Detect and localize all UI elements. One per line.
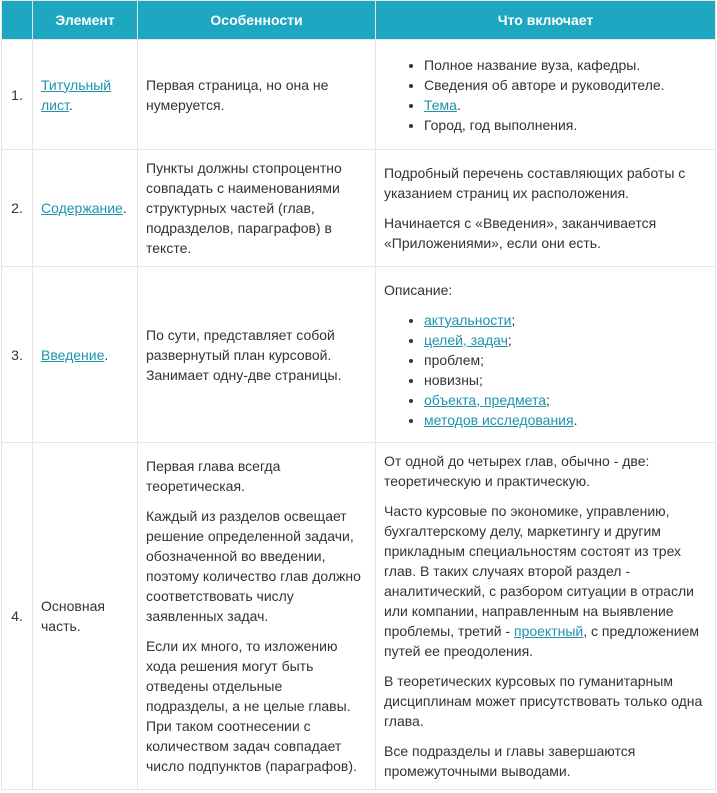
includes-list xyxy=(384,55,707,135)
link-suffix: ; xyxy=(507,331,512,348)
list-item xyxy=(424,310,707,330)
list-item: • новизны; xyxy=(424,370,707,390)
features-text: Первая страница, но она не нумеруется. xyxy=(146,76,329,113)
element-suffix: . xyxy=(68,96,73,113)
header-features: Особенности xyxy=(138,1,376,40)
list-item: • Полное название вуза, кафедры. xyxy=(424,55,707,75)
title-page-link[interactable]: Титульный лист xyxy=(41,76,112,113)
features-cell xyxy=(138,40,376,150)
features-text: Первая глава всегда теоретическая. xyxy=(146,458,281,494)
research-methods-link[interactable]: методов исследования xyxy=(424,411,574,428)
object-subject-link[interactable]: объекта, предмета xyxy=(424,391,546,408)
element-text: Основная часть. xyxy=(41,598,105,634)
includes-text-part: , с предложением путей ее преодоления. xyxy=(384,623,699,659)
header-includes: Что включает xyxy=(376,1,716,40)
features-text: Если их много, то изложению хода решения могут быть отведены отдельные подразделы, а не целые главы. При таком соотнесении с количеством задач совпадает число подпунктов (параграфов). xyxy=(146,638,357,774)
row-number: 4. xyxy=(2,443,33,790)
includes-list xyxy=(384,310,707,430)
header-number xyxy=(2,1,33,40)
list-item: • Город, год выполнения. xyxy=(424,115,707,135)
features-cell xyxy=(138,267,376,443)
introduction-link[interactable]: Введение xyxy=(41,346,105,363)
link-suffix: ; xyxy=(511,311,516,328)
features-text: Пункты должны стопроцентно совпадать с наименованиями структурных частей (глав, подразделов, параграфов) в тексте. xyxy=(146,160,342,256)
features-text: Каждый из разделов освещает решение определенной задачи, обозначенной во введении, поэтому количество глав должно соответствовать числу заявленных задач. xyxy=(146,508,361,624)
table-row xyxy=(2,443,716,790)
link-suffix: . xyxy=(456,96,461,113)
includes-text: От одной до четырех глав, обычно - две: теоретическую и практическую. xyxy=(384,453,650,489)
row-number: 1. xyxy=(2,40,33,150)
features-cell xyxy=(138,150,376,267)
element-cell xyxy=(33,40,138,150)
includes-text-part: Часто курсовые по экономике, управлению, бухгалтерскому делу, маркетингу и другим прикладным специальностям состоят из трех глав. В таких случаях второй раздел - аналитический, с разбором ситуации в отрасли или компании, направленным на выявление проблемы, третий - xyxy=(384,503,694,639)
list-item xyxy=(424,330,707,350)
list-item: • проблем; xyxy=(424,350,707,370)
table-row xyxy=(2,40,716,150)
includes-cell xyxy=(376,267,716,443)
topic-link[interactable]: Тема xyxy=(424,96,457,113)
element-cell xyxy=(33,150,138,267)
list-item xyxy=(424,410,707,430)
includes-text: Начинается с «Введения», заканчивается «Приложениями», если они есть. xyxy=(384,215,657,251)
includes-text: Все подразделы и главы завершаются промежуточными выводами. xyxy=(384,743,636,779)
list-item: • Сведения об авторе и руководителе. xyxy=(424,75,707,95)
includes-text: В теоретических курсовых по гуманитарным дисциплинам может присутствовать только одна глава. xyxy=(384,673,703,729)
includes-intro: Описание: xyxy=(384,281,453,298)
row-number: 2. xyxy=(2,150,33,267)
includes-cell xyxy=(376,40,716,150)
list-item xyxy=(424,95,707,115)
includes-text: Подробный перечень составляющих работы с указанием страниц их расположения. xyxy=(384,165,686,201)
element-suffix: . xyxy=(122,200,127,216)
features-cell xyxy=(138,443,376,790)
contents-link[interactable]: Содержание xyxy=(41,200,123,216)
link-suffix: ; xyxy=(545,391,550,408)
course-structure-table xyxy=(1,0,716,790)
link-suffix: . xyxy=(573,411,578,428)
table-row xyxy=(2,267,716,443)
element-cell xyxy=(33,267,138,443)
row-number: 3. xyxy=(2,267,33,443)
table-header-row xyxy=(2,1,716,40)
element-suffix: . xyxy=(104,346,109,363)
header-element: Элемент xyxy=(33,1,138,40)
includes-cell xyxy=(376,150,716,267)
relevance-link[interactable]: актуальности xyxy=(424,311,512,328)
features-text: По сути, представляет собой развернутый план курсовой. Занимает одну-две страницы. xyxy=(146,326,342,383)
includes-cell xyxy=(376,443,716,790)
project-link[interactable]: проектный xyxy=(513,623,584,639)
element-cell xyxy=(33,443,138,790)
table-row xyxy=(2,150,716,267)
list-item xyxy=(424,390,707,410)
goals-tasks-link[interactable]: целей, задач xyxy=(424,331,508,348)
includes-text xyxy=(384,501,707,661)
